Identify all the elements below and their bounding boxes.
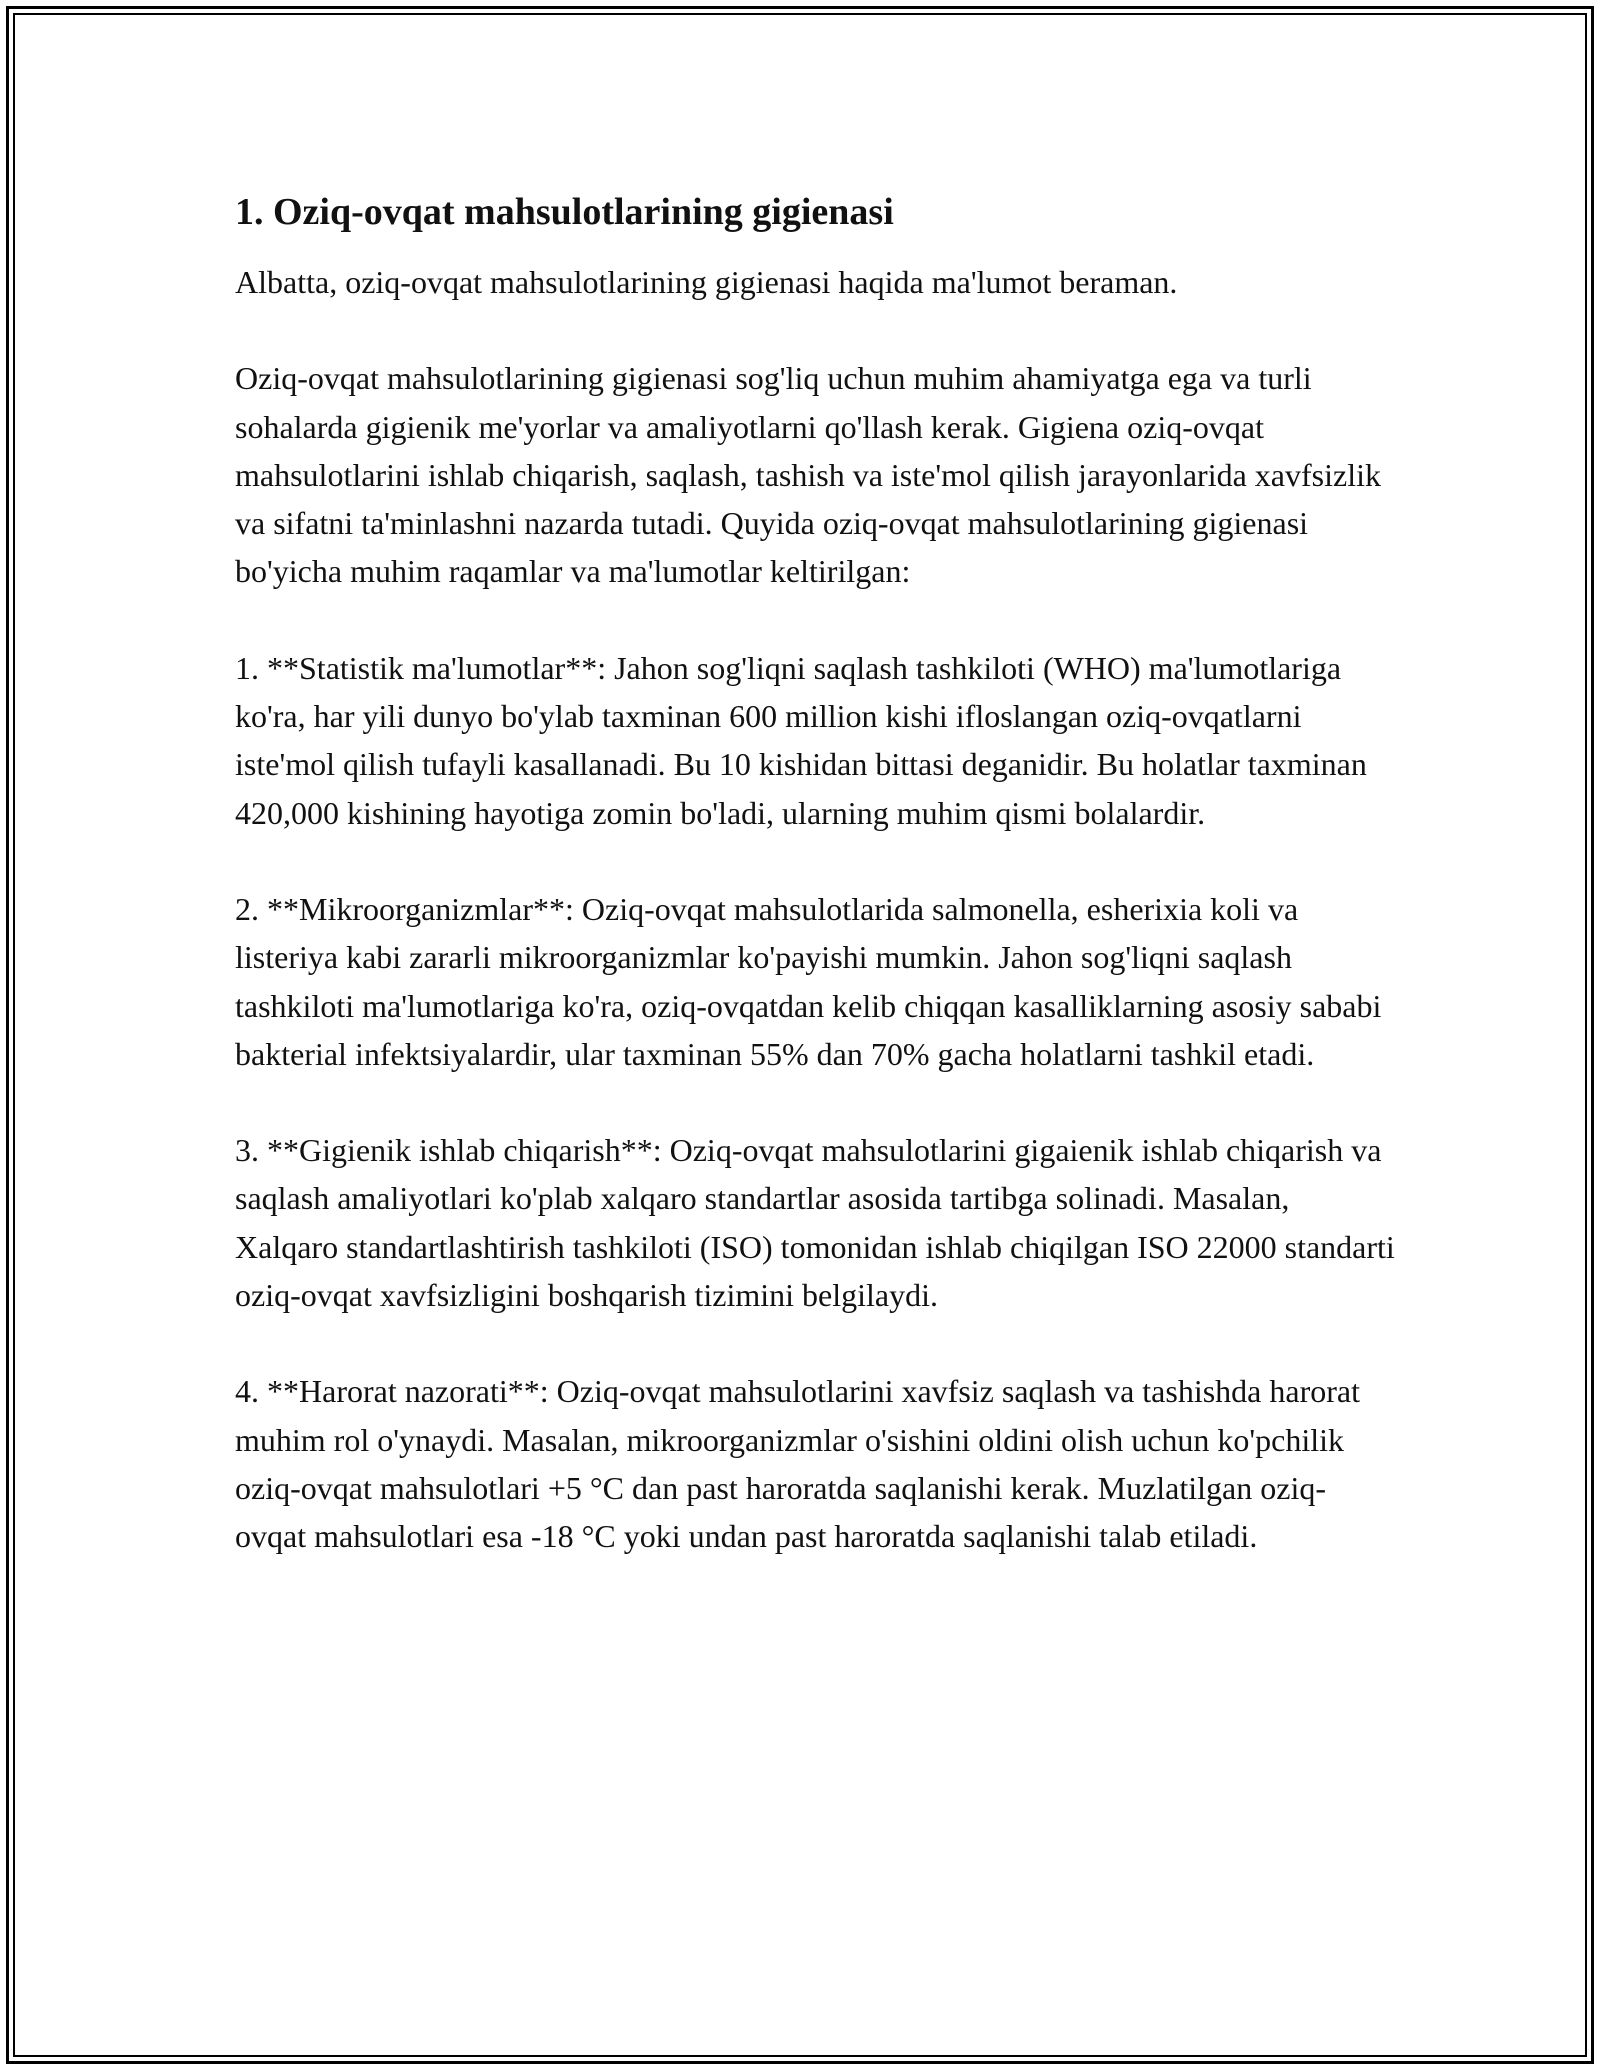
statistics-paragraph: 1. **Statistik ma'lumotlar**: Jahon sog'liqni saqlash tashkiloti (WHO) ma'lumotlariga ko'ra, har yili dunyo bo'ylab taxminan 600 million kishi ifloslangan oziq-ovqatlarni iste'mol qilish tufayli kasallanadi. Bu 10 kishidan bittasi deganidir. Bu holatlar taxminan 420,000 kishining hayotiga zomin bo'ladi, ularning muhim qismi bolalardir. <box>235 649 1367 831</box>
intro-paragraph: Albatta, oziq-ovqat mahsulotlarining gigienasi haqida ma'lumot beraman. <box>235 264 1178 300</box>
hygienic-production-paragraph: 3. **Gigienik ishlab chiqarish**: Oziq-ovqat mahsulotlarini gigaienik ishlab chiqarish va saqlash amaliyotlari ko'plab xalqaro standartlar asosida tartibga solinadi. Masalan, Xalqaro standartlashtirish tashkiloti (ISO) tomonidan ishlab chiqilgan ISO 22000 standarti oziq-ovqat xavfsizligini boshqarish tizimini belgilaydi. <box>235 1132 1395 1314</box>
temperature-control-paragraph: 4. **Harorat nazorati**: Oziq-ovqat mahsulotlarini xavfsiz saqlash va tashishda harorat muhim rol o'ynaydi. Masalan, mikroorganizmlar o'sishini oldini olish uchun ko'pchilik oziq-ovqat mahsulotlari +5 °C dan past haroratda saqlanishi kerak. Muzlatilgan oziq-ovqat mahsulotlari esa -18 °C yoki undan past haroratda saqlanishi talab etiladi. <box>235 1373 1360 1555</box>
document-body <box>235 188 1395 1609</box>
document-title: 1. Oziq-ovqat mahsulotlarining gigienasi <box>235 191 894 233</box>
microorganisms-paragraph: 2. **Mikroorganizmlar**: Oziq-ovqat mahsulotlarida salmonella, esherixia koli va listeriya kabi zararli mikroorganizmlar ko'payishi mumkin. Jahon sog'liqni saqlash tashkiloti ma'lumotlariga ko'ra, oziq-ovqatdan kelib chiqqan kasalliklarning asosiy sababi bakterial infektsiyalardir, ular taxminan 55% dan 70% gacha holatlarni tashkil etadi. <box>235 890 1382 1072</box>
overview-paragraph: Oziq-ovqat mahsulotlarining gigienasi sog'liq uchun muhim ahamiyatga ega va turli sohalarda gigienik me'yorlar va amaliyotlarni qo'llash kerak. Gigiena oziq-ovqat mahsulotlarini ishlab chiqarish, saqlash, tashish va iste'mol qilish jarayonlarida xavfsizlik va sifatni ta'minlashni nazarda tutadi. Quyida oziq-ovqat mahsulotlarining gigienasi bo'yicha muhim raqamlar va ma'lumotlar keltirilgan: <box>235 360 1381 590</box>
